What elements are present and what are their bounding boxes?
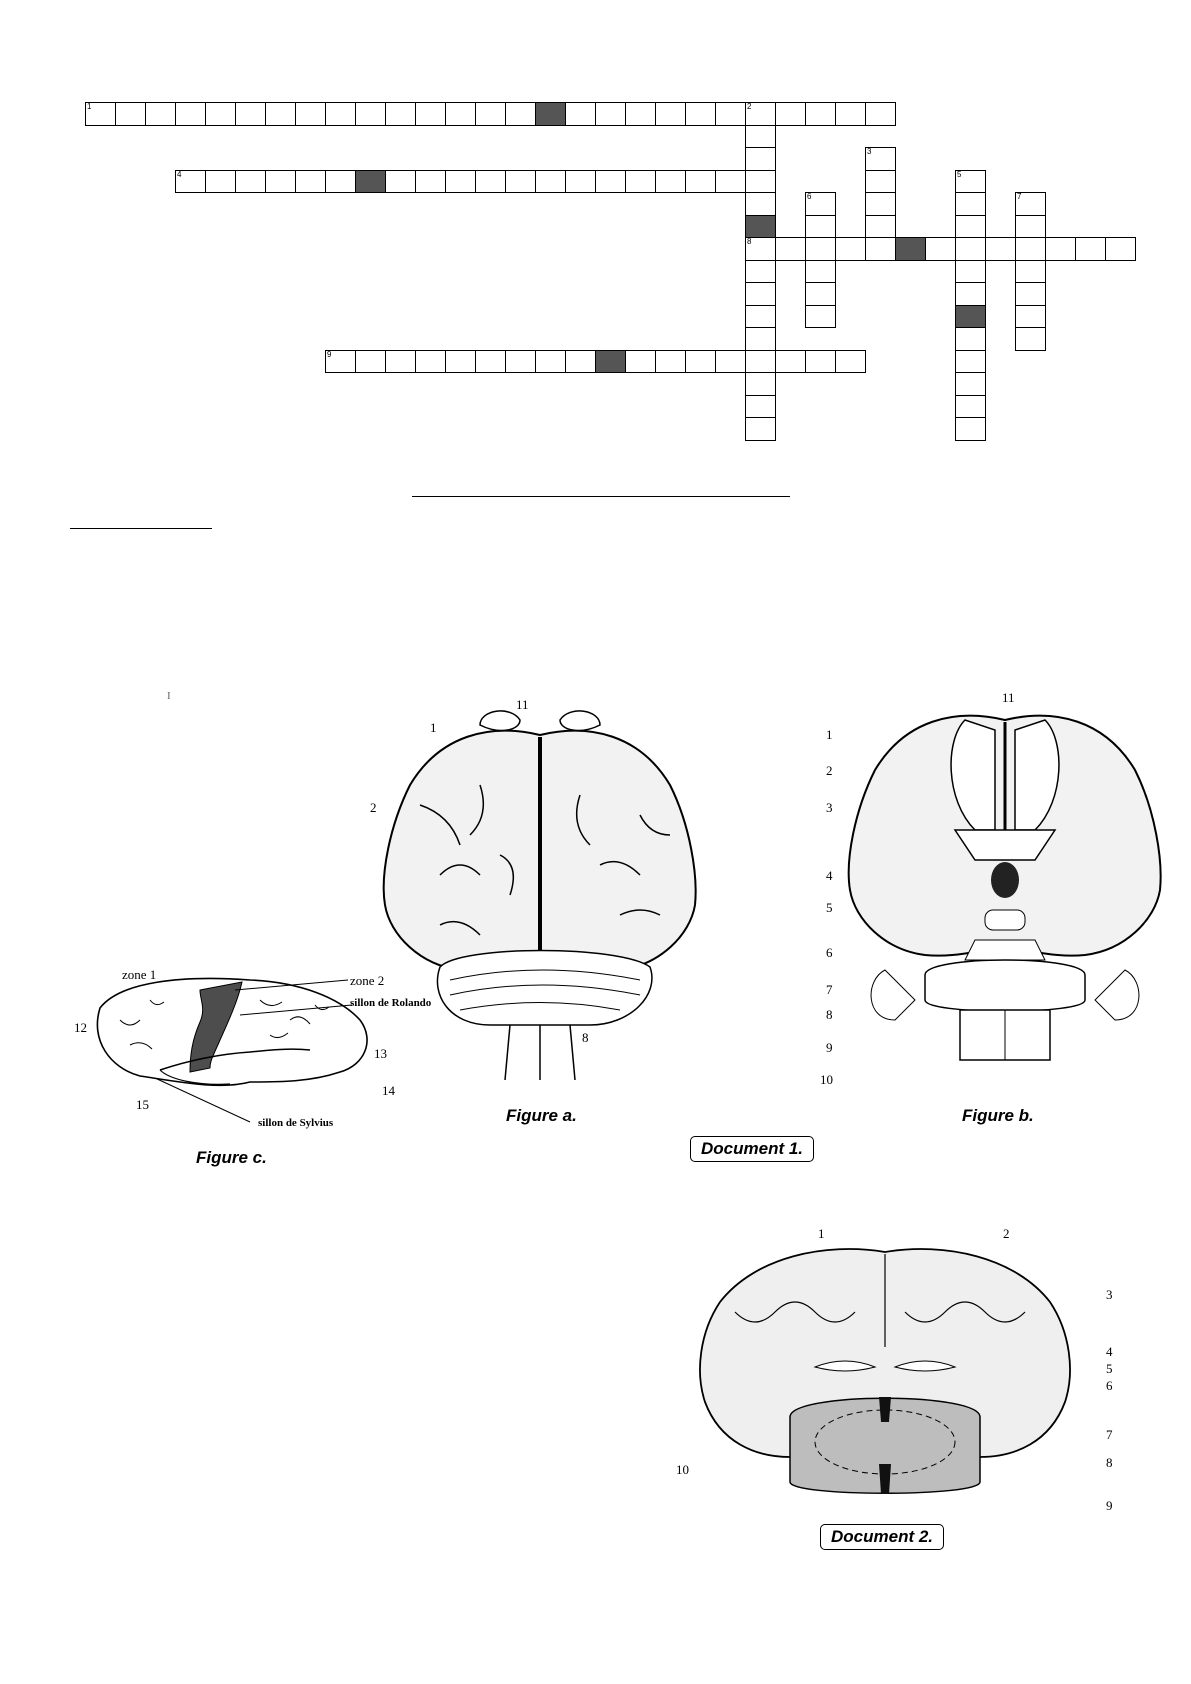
crossword-cell <box>625 102 656 126</box>
crossword-cell <box>295 170 326 194</box>
label-doc2-3: 3 <box>1106 1287 1113 1302</box>
clue-number-5: 5 <box>957 169 962 179</box>
label-fig-b-1: 1 <box>826 727 833 742</box>
crossword-cell <box>595 102 626 126</box>
figure-b-caption: Figure b. <box>962 1106 1034 1125</box>
crossword-cell <box>625 170 656 194</box>
label-doc2-9: 9 <box>1106 1498 1113 1513</box>
crossword-cell <box>805 102 836 126</box>
crossword-cell <box>745 102 776 126</box>
crossword-cell <box>805 350 836 374</box>
crossword-cell <box>1075 237 1106 261</box>
crossword-blocked-cell <box>595 350 626 374</box>
crossword-cell <box>715 350 746 374</box>
figure-a-brain-dorsal <box>380 705 700 1085</box>
crossword-cell <box>805 282 836 306</box>
label-fig-b-2: 2 <box>826 763 833 778</box>
crossword-cell <box>685 170 716 194</box>
crossword-cell <box>835 237 866 261</box>
label-fig-b-3: 3 <box>826 800 833 815</box>
crossword-cell <box>775 237 806 261</box>
crossword-cell <box>925 237 956 261</box>
label-fig-c-12: 12 <box>74 1020 87 1035</box>
clue-number-6: 6 <box>807 192 812 201</box>
crossword-cell <box>745 305 776 329</box>
crossword-cell <box>865 215 896 239</box>
crossword-cell <box>745 170 776 194</box>
crossword-cell <box>475 350 506 374</box>
crossword-cell <box>955 192 986 216</box>
clue-number-8: 8 <box>747 237 752 246</box>
crossword-cell <box>745 125 776 149</box>
crossword-cell <box>175 102 206 126</box>
crossword-cell <box>565 102 596 126</box>
crossword-cell <box>1015 260 1046 284</box>
crossword-cell <box>955 215 986 239</box>
crossword-cell <box>625 350 656 374</box>
crossword-cell <box>295 102 326 126</box>
crossword-cell <box>955 327 986 351</box>
crossword-cell <box>655 350 686 374</box>
crossword-cell <box>775 102 806 126</box>
crossword-cell <box>955 237 986 261</box>
label-sillon-rolando: sillon de Rolando <box>350 997 432 1009</box>
crossword-cell <box>745 147 776 171</box>
label-fig-c-15: 15 <box>136 1097 149 1112</box>
crossword-cell <box>1015 192 1046 216</box>
crossword-cell <box>835 102 866 126</box>
label-fig-b-11: 11 <box>1002 690 1015 705</box>
label-zone-2: zone 2 <box>350 973 385 988</box>
crossword-cell <box>745 327 776 351</box>
crossword-cell <box>505 170 536 194</box>
crossword-cell <box>445 350 476 374</box>
crossword-cell <box>325 102 356 126</box>
stray-mark: I <box>167 690 171 702</box>
crossword-cell <box>985 237 1016 261</box>
crossword-cell <box>805 192 836 216</box>
crossword-cell <box>655 170 686 194</box>
crossword-cell <box>325 170 356 194</box>
crossword-cell <box>805 305 836 329</box>
crossword-cell <box>505 350 536 374</box>
label-doc2-7: 7 <box>1106 1427 1113 1442</box>
crossword-blocked-cell <box>535 102 566 126</box>
crossword-blocked-cell <box>745 215 776 239</box>
label-fig-c-14: 14 <box>382 1083 395 1098</box>
crossword-cell <box>685 350 716 374</box>
crossword-cell <box>1015 282 1046 306</box>
crossword-cell <box>745 372 776 396</box>
clue-number-3: 3 <box>867 147 872 156</box>
crossword-cell <box>595 170 626 194</box>
label-doc2-6: 6 <box>1106 1378 1113 1393</box>
document-2-brain-section <box>695 1232 1075 1507</box>
crossword-cell <box>955 260 986 284</box>
crossword-cell <box>175 170 206 194</box>
crossword-cell <box>745 260 776 284</box>
label-fig-a-11: 11 <box>516 697 529 712</box>
crossword-cell <box>745 395 776 419</box>
crossword-cell <box>235 102 266 126</box>
crossword-cell <box>865 170 896 194</box>
label-fig-b-5: 5 <box>826 900 833 915</box>
crossword-cell <box>565 170 596 194</box>
label-fig-b-8: 8 <box>826 1007 833 1022</box>
crossword-cell <box>745 417 776 441</box>
crossword-cell <box>325 350 356 374</box>
label-fig-c-13: 13 <box>374 1046 387 1061</box>
label-fig-b-10: 10 <box>820 1072 833 1087</box>
crossword-cell <box>865 147 896 171</box>
crossword-cell <box>565 350 596 374</box>
crossword-cell <box>1015 215 1046 239</box>
label-doc2-4: 4 <box>1106 1344 1113 1359</box>
crossword-cell <box>205 102 236 126</box>
crossword-cell <box>745 350 776 374</box>
crossword-cell <box>265 102 296 126</box>
figure-b-brain-ventral <box>845 700 1165 1085</box>
crossword-cell <box>235 170 266 194</box>
section-underline <box>70 528 212 529</box>
crossword-cell <box>655 102 686 126</box>
crossword-cell <box>955 395 986 419</box>
label-doc2-8: 8 <box>1106 1455 1113 1470</box>
crossword-cell <box>415 170 446 194</box>
crossword-cell <box>775 350 806 374</box>
crossword-cell <box>85 102 116 126</box>
crossword-blocked-cell <box>895 237 926 261</box>
document-2-caption: Document 2. <box>820 1524 944 1550</box>
label-fig-b-4: 4 <box>826 868 833 883</box>
crossword-cell <box>715 102 746 126</box>
crossword-cell <box>475 170 506 194</box>
crossword-cell <box>535 170 566 194</box>
crossword-cell <box>475 102 506 126</box>
crossword-cell <box>1045 237 1076 261</box>
clue-number-7: 7 <box>1017 192 1022 201</box>
clue-number-9: 9 <box>327 349 332 359</box>
crossword-cell <box>415 350 446 374</box>
crossword-cell <box>805 237 836 261</box>
label-doc2-10: 10 <box>676 1462 689 1477</box>
clue-number-1: 1 <box>87 102 92 111</box>
crossword-cell <box>1015 305 1046 329</box>
crossword-cell <box>865 192 896 216</box>
crossword-cell <box>835 350 866 374</box>
crossword-cell <box>745 192 776 216</box>
crossword-cell <box>865 102 896 126</box>
label-zone-1: zone 1 <box>122 967 157 982</box>
crossword-cell <box>415 102 446 126</box>
crossword-cell <box>685 102 716 126</box>
crossword-cell <box>1015 237 1046 261</box>
clue-number-4: 4 <box>177 169 182 179</box>
label-doc2-2: 2 <box>1003 1226 1010 1241</box>
crossword-cell <box>355 102 386 126</box>
crossword-cell <box>955 417 986 441</box>
document-1-caption: Document 1. <box>690 1136 814 1162</box>
crossword-cell <box>385 102 416 126</box>
crossword-cell <box>805 260 836 284</box>
crossword-cell <box>265 170 296 194</box>
crossword-cell <box>535 350 566 374</box>
crossword-cell <box>955 372 986 396</box>
label-fig-a-2: 2 <box>370 800 377 815</box>
crossword-cell <box>385 170 416 194</box>
label-doc2-1: 1 <box>818 1226 825 1241</box>
label-fig-a-8: 8 <box>582 1030 589 1045</box>
label-fig-a-1: 1 <box>430 720 437 735</box>
label-sillon-sylvius: sillon de Sylvius <box>258 1117 334 1129</box>
label-doc2-5: 5 <box>1106 1361 1113 1376</box>
crossword-cell <box>205 170 236 194</box>
crossword-blocked-cell <box>955 305 986 329</box>
crossword-cell <box>445 170 476 194</box>
crossword-cell <box>745 282 776 306</box>
figure-a-caption: Figure a. <box>506 1106 577 1125</box>
crossword-cell <box>805 215 836 239</box>
label-fig-b-9: 9 <box>826 1040 833 1055</box>
crossword-cell <box>745 237 776 261</box>
crossword-cell <box>1015 327 1046 351</box>
crossword-cell <box>385 350 416 374</box>
crossword-cell <box>955 350 986 374</box>
crossword-cell <box>145 102 176 126</box>
crossword-cell <box>355 350 386 374</box>
crossword-cell <box>955 282 986 306</box>
crossword-cell <box>505 102 536 126</box>
title-underline <box>412 496 790 497</box>
crossword-blocked-cell <box>355 170 386 194</box>
figure-c-caption: Figure c. <box>196 1148 267 1167</box>
clue-number-2: 2 <box>747 102 752 111</box>
label-fig-b-7: 7 <box>826 982 833 997</box>
crossword-cell <box>715 170 746 194</box>
label-fig-b-6: 6 <box>826 945 833 960</box>
crossword-cell <box>1105 237 1136 261</box>
crossword-cell <box>445 102 476 126</box>
crossword-cell <box>115 102 146 126</box>
crossword-cell <box>865 237 896 261</box>
crossword-cell <box>955 170 986 194</box>
